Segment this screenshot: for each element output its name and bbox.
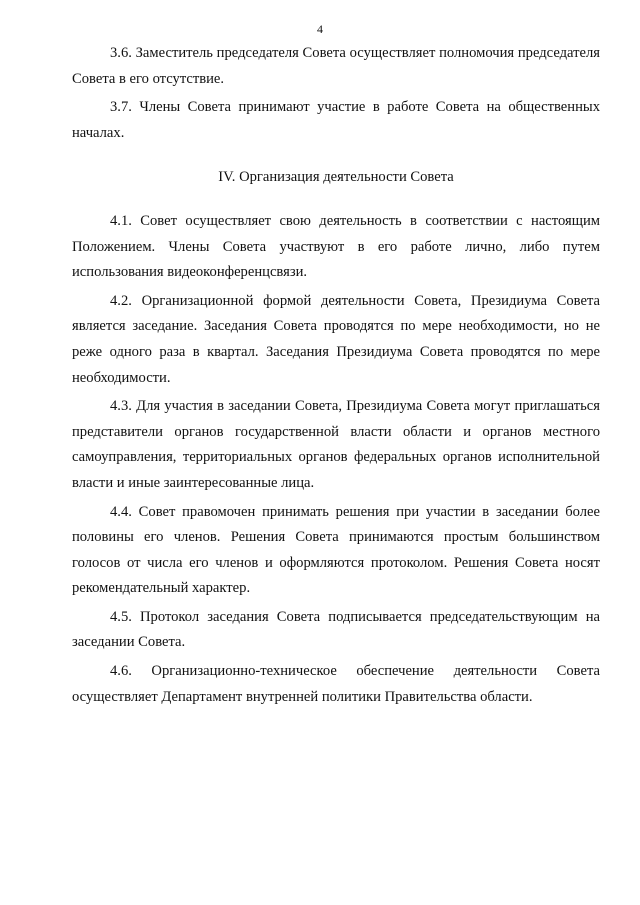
paragraph-4-4: 4.4. Совет правомочен принимать решения при участии в заседании более половины его членов. Решения Совета принимаются простым большинством голосов от числа его членов и оформляются протоколом. Решения Совета носят рекомендательный характер.: [72, 503, 600, 597]
paragraph-4-3: 4.3. Для участия в заседании Совета, Президиума Совета могут приглашаться представители органов государственной власти области и органов местного самоуправления, территориальных органов федеральных органов исполнительной власти и иные заинтересованные лица.: [72, 398, 600, 491]
paragraph-3-6: 3.6. Заместитель председателя Совета осуществляет полномочия председателя Совета в его отсутствие.: [72, 45, 600, 87]
document-body: [72, 41, 600, 710]
section-heading: IV. Организация деятельности Совета: [218, 169, 454, 186]
page-number: 4: [317, 22, 323, 36]
paragraph-4-1: 4.1. Совет осуществляет свою деятельность в соответствии с настоящим Положением. Члены Совета участвуют в его работе лично, либо путем использования видеоконференцсвязи.: [72, 212, 600, 281]
paragraph-3-7: 3.7. Члены Совета принимают участие в работе Совета на общественных началах.: [72, 99, 600, 141]
paragraph-4-6: 4.6. Организационно-техническое обеспечение деятельности Совета осуществляет Департамент внутренней политики Правительства области.: [72, 663, 600, 705]
paragraph-4-2: 4.2. Организационной формой деятельности Совета, Президиума Совета является заседание. Заседания Совета проводятся по мере необходимости, но не реже одного раза в квартал. Заседания Президиума Совета проводятся по мере необходимости.: [72, 292, 600, 386]
paragraph-4-5: 4.5. Протокол заседания Совета подписывается председательствующим на заседании Совета.: [72, 608, 600, 651]
